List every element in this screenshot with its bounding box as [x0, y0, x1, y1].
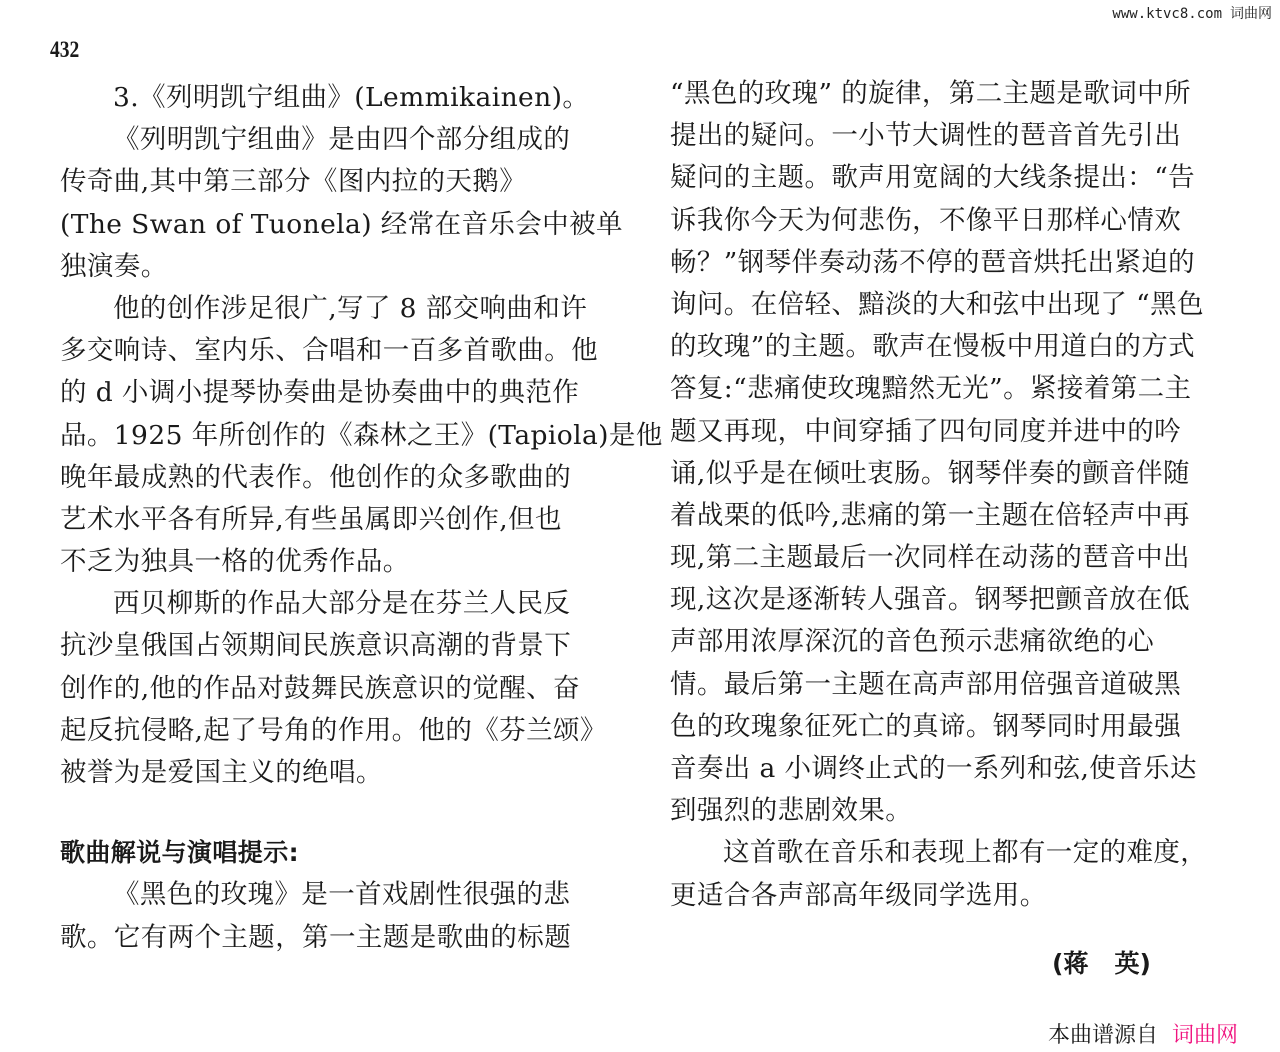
spacer: [60, 794, 630, 832]
source-footer: [1048, 1018, 1238, 1049]
text-line: 《黑色的玫瑰》是一首戏剧性很强的悲: [113, 879, 571, 911]
text-line: 到强烈的悲剧效果。: [670, 795, 913, 827]
text-line: 答复:“悲痛使玫瑰黯然无光”。紧接着第二主: [670, 373, 1192, 405]
author-signature: (蒋 英): [1052, 949, 1151, 978]
text-line: 音奏出 a 小调终止式的一系列和弦,使音乐达: [670, 753, 1197, 784]
text-line: 现,这次是逐渐转人强音。钢琴把颤音放在低: [670, 584, 1190, 616]
text-line: 询问。在倍轻、黯淡的大和弦中出现了 “黑色: [670, 288, 1204, 320]
source-label: 本曲谱源自: [1048, 1023, 1159, 1048]
text-line: 他的创作涉足很广,写了 8 部交响曲和许: [113, 292, 588, 324]
text-line: 着战栗的低吟,悲痛的第一主题在倍轻声中再: [670, 499, 1190, 531]
watermark-header: [1112, 3, 1272, 23]
text-line: 的玫瑰”的主题。歌声在慢板中用道白的方式: [670, 331, 1196, 363]
watermark-url: www.ktvc8.com: [1112, 6, 1222, 22]
text-line: 诉我你今天为何悲伤，不像平日那样心情欢: [670, 204, 1182, 236]
paragraph-patriotism: [60, 583, 630, 794]
section-heading: 歌曲解说与演唱提示:: [60, 838, 299, 868]
text-line: 传奇曲,其中第三部分《图内拉的天鹅》: [60, 166, 527, 198]
paragraph-difficulty: [670, 832, 1240, 916]
text-line: 晚年最成熟的代表作。他创作的众多歌曲的: [60, 461, 572, 493]
text-line: 《列明凯宁组曲》是由四个部分组成的: [113, 124, 571, 156]
text-line: 不乏为独具一格的优秀作品。: [60, 546, 410, 578]
text-line: 艺术水平各有所异,有些虽属即兴创作,但也: [60, 503, 562, 535]
section-item-title: 3.《列明凯宁组曲》(Lemmikainen)。: [113, 82, 590, 113]
text-line: 独演奏。: [60, 250, 168, 282]
text-line: 疑问的主题。歌声用宽阔的大线条提出：“告: [670, 162, 1196, 194]
text-line: 更适合各声部高年级同学选用。: [670, 879, 1047, 911]
left-column: [60, 77, 663, 959]
text-line: 品。1925 年所创作的《森林之王》(Tapiola)是他: [60, 419, 663, 451]
paragraph-song-intro: [60, 874, 630, 958]
text-line: 题又再现，中间穿插了四句同度并进中的吟: [670, 415, 1182, 447]
text-line: 色的玫瑰象征死亡的真谛。钢琴同时用最强: [670, 710, 1182, 742]
text-line: 诵,似乎是在倾吐衷肠。钢琴伴奏的颤音伴随: [670, 457, 1190, 489]
text-line: 西贝柳斯的作品大部分是在芬兰人民反: [113, 588, 571, 620]
text-line: 提出的疑问。一小节大调性的琶音首先引出: [670, 120, 1182, 152]
paragraph-lemminkainen: [60, 119, 630, 288]
page-number: 432: [50, 37, 80, 62]
text-line: 创作的,他的作品对鼓舞民族意识的觉醒、奋: [60, 672, 580, 704]
text-line: 被誉为是爱国主义的绝唱。: [60, 757, 383, 788]
text-line: 现,第二主题最后一次同样在动荡的琶音中出: [670, 542, 1190, 574]
text-line: 起反抗侵略,起了号角的作用。他的《芬兰颂》: [60, 714, 607, 746]
text-line: 情。最后第一主题在高声部用倍强音道破黑: [670, 668, 1182, 700]
text-line: 抗沙皇俄国占领期间民族意识高潮的背景下: [60, 630, 572, 662]
watermark-site: 词曲网: [1230, 6, 1272, 22]
source-brand-link[interactable]: 词曲网: [1172, 1023, 1239, 1048]
text-line: 声部用浓厚深沉的音色预示悲痛欲绝的心: [670, 626, 1155, 658]
text-line: (The Swan of Tuonela) 经常在音乐会中被单: [60, 208, 623, 240]
text-line: 的 d 小调小提琴协奏曲是协奏曲中的典范作: [60, 377, 580, 409]
right-column: [670, 73, 1240, 917]
text-line: 歌。它有两个主题，第一主题是歌曲的标题: [60, 921, 572, 953]
text-line: “黑色的玫瑰” 的旋律，第二主题是歌词中所: [670, 78, 1191, 109]
text-line: 多交响诗、室内乐、合唱和一百多首歌曲。他: [60, 335, 598, 367]
text-line: 畅？”钢琴伴奏动荡不停的琶音烘托出紧迫的: [670, 246, 1196, 278]
paragraph-works: [60, 288, 663, 583]
paragraph-song-analysis: [670, 73, 1240, 832]
text-line: 这首歌在音乐和表现上都有一定的难度，: [723, 837, 1208, 869]
